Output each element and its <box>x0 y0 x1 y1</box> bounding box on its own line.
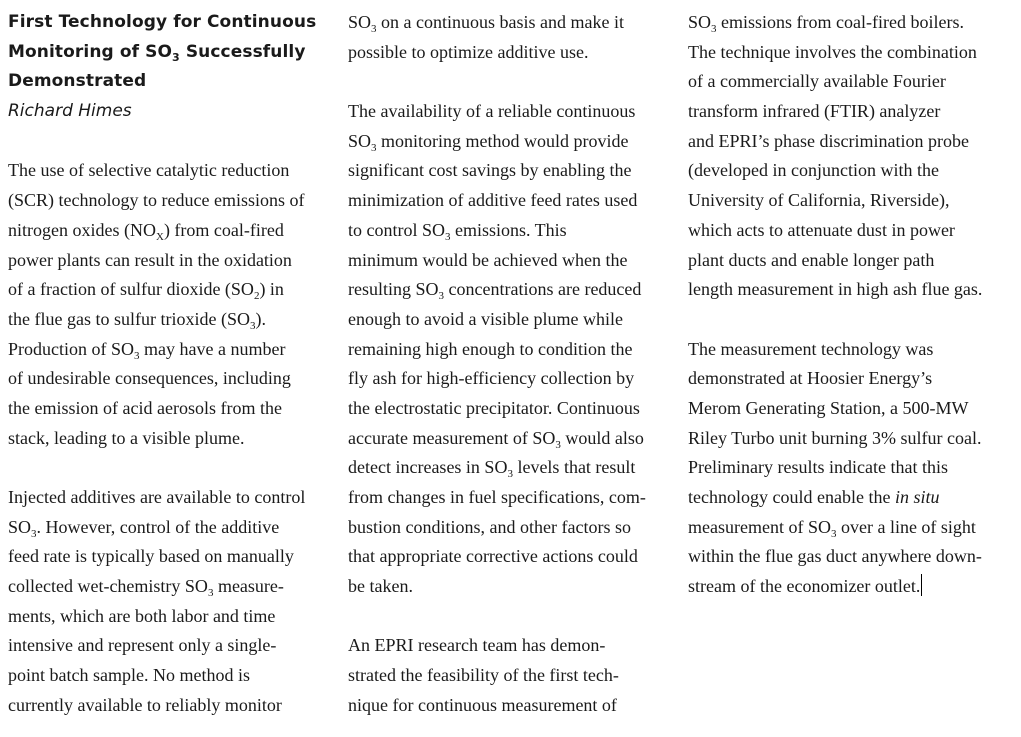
paragraph-line: Preliminary results indicate that this <box>688 457 948 478</box>
paragraph-line: strated the feasibility of the first tech- <box>348 665 619 686</box>
paragraph-line: from changes in fuel specifications, com- <box>348 487 646 507</box>
paragraph-line: $SO_3$ emissions from coal-fired boilers. <box>688 12 964 35</box>
paragraph-line: accurate measurement of $SO_3$ would also <box>348 427 644 451</box>
paragraph-line: $SO_3$. However, control of the additive <box>8 516 280 540</box>
article-title-line-2: Monitoring of $SO_3$ Successfully <box>8 41 306 64</box>
paragraph-line: (SCR) technology to reduce emissions of <box>8 190 305 211</box>
paragraph-line: nique for continuous measurement of <box>348 694 617 715</box>
paragraph-line: point batch sample. No method is <box>8 665 250 686</box>
column-3 <box>688 8 1018 602</box>
article-author: Richard Himes <box>8 101 132 122</box>
paragraph-line: to control $SO_3$ emissions. This <box>348 219 567 243</box>
paragraph-line: $SO_3$ monitoring method would provide <box>348 130 629 154</box>
paragraph-line: within the flue gas duct anywhere down- <box>688 546 982 567</box>
paragraph-line: nitrogen oxides $(NO_X)$ from coal-fired <box>8 219 284 243</box>
paragraph-line: detect increases in $SO_3$ levels that result <box>348 457 636 481</box>
paragraph-line: and EPRI’s phase discrimination probe <box>688 130 969 151</box>
paragraph-line: minimum would be achieved when the <box>348 249 628 270</box>
column-1 <box>8 8 333 721</box>
paragraph-line: collected wet-chemistry $SO_3$ measure- <box>8 576 284 600</box>
paragraph-line: the electrostatic precipitator. Continuous <box>348 397 640 418</box>
paragraph-line: of a commercially available Fourier <box>688 71 946 92</box>
paragraph-line: the flue gas to sulfur trioxide $(SO_3)$. <box>8 308 266 332</box>
paragraph-line: University of California, Riverside), <box>688 190 950 211</box>
paragraph-line: stack, leading to a visible plume. <box>8 427 245 448</box>
paragraph-line: The use of selective catalytic reduction <box>8 160 290 181</box>
paragraph-line: Riley Turbo unit burning 3% sulfur coal. <box>688 427 982 448</box>
paragraph-line: An EPRI research team has demon- <box>348 635 606 656</box>
paragraph-line: The availability of a reliable continuous <box>348 101 636 122</box>
paragraph-line: (developed in conjunction with the <box>688 160 939 181</box>
paragraph-line: possible to optimize additive use. <box>348 41 589 62</box>
paragraph-line: length measurement in high ash flue gas. <box>688 279 983 300</box>
paragraph-line: Injected additives are available to control <box>8 487 306 507</box>
paragraph-line: $SO_3$ on a continuous basis and make it <box>348 12 624 35</box>
paragraph-line: of undesirable consequences, including <box>8 368 291 389</box>
paragraph-line: measurement of $SO_3$ over a line of sight <box>688 516 976 540</box>
column-2 <box>348 8 673 721</box>
paragraph-line: enough to avoid a visible plume while <box>348 308 623 329</box>
paragraph-line: that appropriate corrective actions could <box>348 546 638 567</box>
paragraph-line: fly ash for high-efficiency collection by <box>348 368 635 389</box>
paragraph-line: significant cost savings by enabling the <box>348 160 632 181</box>
paragraph-line: power plants can result in the oxidation <box>8 249 292 270</box>
paragraph-line: ments, which are both labor and time <box>8 605 276 626</box>
article-title-line-3: Demonstrated <box>8 71 147 92</box>
paragraph-line[interactable]: stream of the economizer outlet. <box>688 576 921 597</box>
paragraph-line: be taken. <box>348 576 413 597</box>
paragraph-line: Production of $SO_3$ may have a number <box>8 338 286 362</box>
paragraph-line: demonstrated at Hoosier Energy’s <box>688 368 933 389</box>
paragraph-line: currently available to reliably monitor <box>8 694 282 715</box>
paragraph-line: Merom Generating Station, a 500-MW <box>688 397 969 418</box>
paragraph-line: remaining high enough to condition the <box>348 338 633 359</box>
paragraph-line: intensive and represent only a single- <box>8 635 277 656</box>
paragraph-line: of a fraction of sulfur dioxide $(SO_2)$ in <box>8 279 284 303</box>
paragraph-line: transform infrared (FTIR) analyzer <box>688 101 941 122</box>
paragraph-line: resulting $SO_3$ concentrations are reduced <box>348 279 642 303</box>
paragraph-line: minimization of additive feed rates used <box>348 190 638 211</box>
paragraph-line: the emission of acid aerosols from the <box>8 397 282 418</box>
paragraph-line: bustion conditions, and other factors so <box>348 516 631 537</box>
paragraph-line: technology could enable the in situ <box>688 487 940 507</box>
paragraph-line: plant ducts and enable longer path <box>688 249 935 270</box>
paragraph-line: The technique involves the combination <box>688 41 977 62</box>
article-title-line-1: First Technology for Continuous <box>8 12 317 32</box>
text-cursor <box>921 574 922 596</box>
paragraph-line: The measurement technology was <box>688 338 934 359</box>
paragraph-line: which acts to attenuate dust in power <box>688 219 955 240</box>
paragraph-line: feed rate is typically based on manually <box>8 546 294 567</box>
